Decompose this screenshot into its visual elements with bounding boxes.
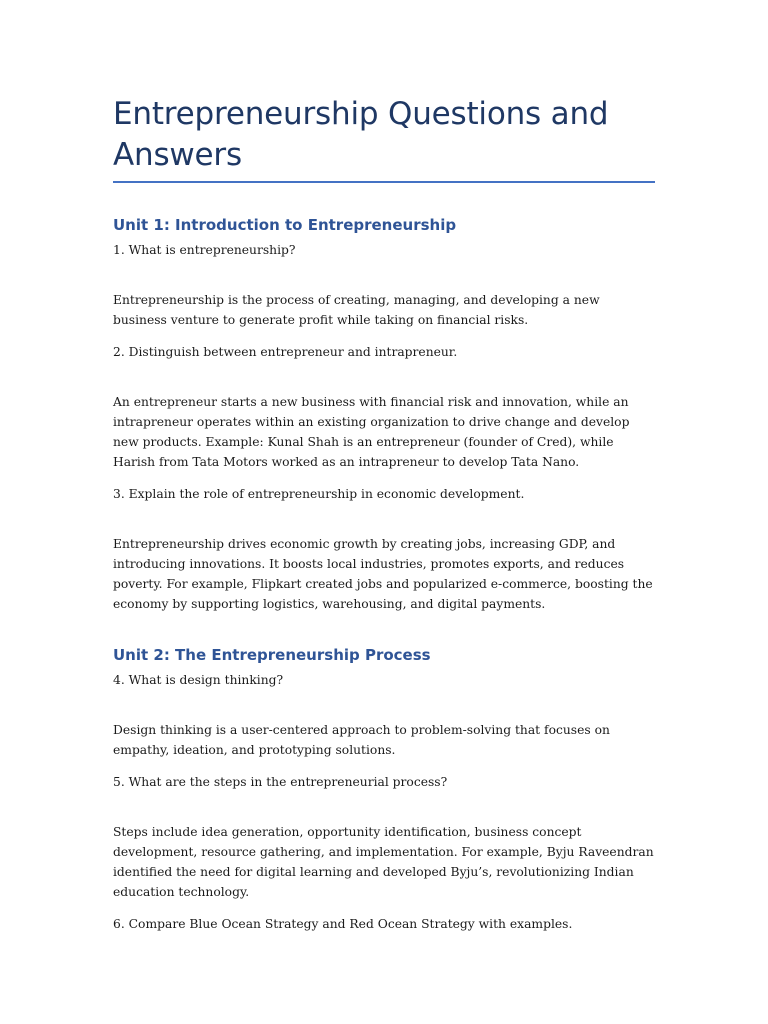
question-1: 1. What is entrepreneurship? xyxy=(113,243,296,257)
question-4: 4. What is design thinking? xyxy=(113,673,284,687)
document-title: Entrepreneurship Questions and Answers xyxy=(113,96,609,173)
question-2: 2. Distinguish between entrepreneur and intrapreneur. xyxy=(113,345,458,359)
answer-4: Design thinking is a user-centered approach to problem-solving that focuses on empathy, ideation, and prototyping solutions. xyxy=(113,723,610,757)
question-5: 5. What are the steps in the entrepreneurial process? xyxy=(113,775,448,789)
unit-2-section xyxy=(113,645,655,934)
question-6: 6. Compare Blue Ocean Strategy and Red Ocean Strategy with examples. xyxy=(113,917,573,931)
answer-1: Entrepreneurship is the process of creating, managing, and developing a new business venture to generate profit while taking on financial risks. xyxy=(113,293,600,327)
unit-1-heading: Unit 1: Introduction to Entrepreneurship xyxy=(113,216,457,234)
question-3: 3. Explain the role of entrepreneurship in economic development. xyxy=(113,487,525,501)
answer-3: Entrepreneurship drives economic growth by creating jobs, increasing GDP, and introducing innovations. It boosts local industries, promotes exports, and reduces poverty. For example, Flipkart created jobs and popularized e-commerce, boosting the economy by supporting logistics, warehousing, and digital payments. xyxy=(113,537,653,611)
document-body xyxy=(113,94,655,934)
answer-5: Steps include idea generation, opportunity identification, business concept development, resource gathering, and implementation. For example, Byju Raveendran identified the need for digital learning and developed Byju’s, revolutionizing Indian education technology. xyxy=(113,825,654,899)
unit-1-section xyxy=(113,215,655,614)
unit-2-heading: Unit 2: The Entrepreneurship Process xyxy=(113,646,431,664)
answer-2: An entrepreneur starts a new business with financial risk and innovation, while an intrapreneur operates within an existing organization to drive change and develop new products. Example: Kunal Shah is an entrepreneur (founder of Cred), while Harish from Tata Motors worked as an intrapreneur to develop Tata Nano. xyxy=(113,395,630,469)
title-underline xyxy=(113,181,655,183)
